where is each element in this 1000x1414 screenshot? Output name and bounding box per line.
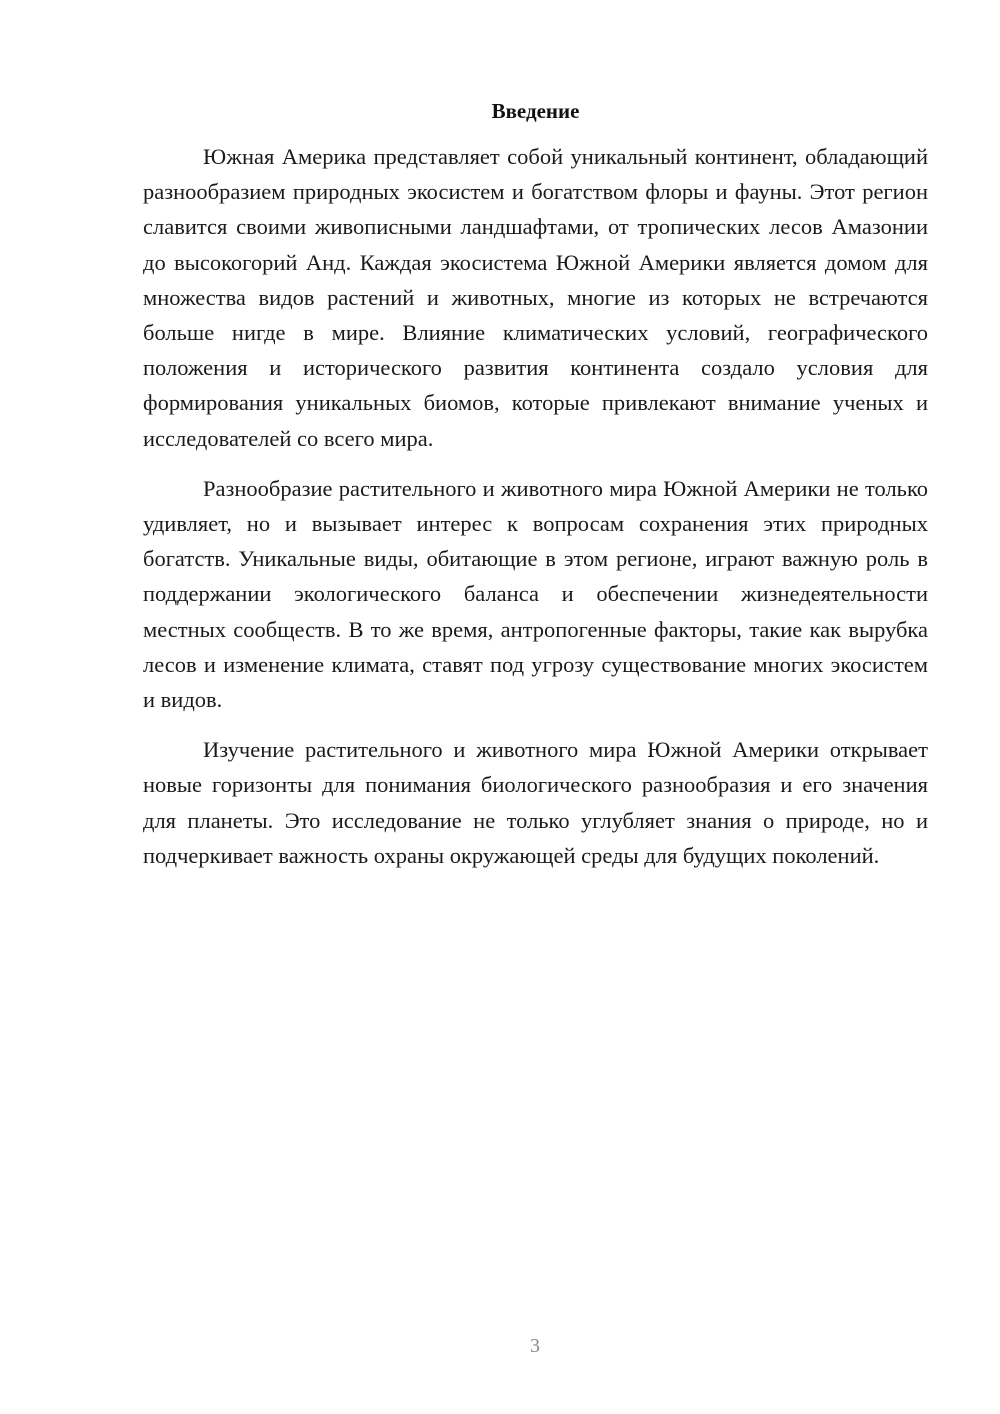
page-number: 3 (530, 1335, 540, 1357)
paragraph-study: Изучение растительного и животного мира Южной Америки открывает новые горизонты для понимания биологического разнообразия и его значения для планеты. Это исследование не только углубляет знания о природе, но и подчеркивает важность охраны окружающей среды для будущих поколений. (143, 737, 928, 868)
page-content (143, 95, 928, 888)
paragraph-intro: Южная Америка представляет собой уникальный континент, обладающий разнообразием природных экосистем и богатством флоры и фауны. Этот регион славится своими живописными ландшафтами, от тропических лесов Амазонии до высокогорий Анд. Каждая экосистема Южной Америки является домом для множества видов растений и животных, многие из которых не встречаются больше нигде в мире. Влияние климатических условий, географического положения и исторического развития континента создало условия для формирования уникальных биомов, которые привлекают внимание ученых и исследователей со всего мира. (143, 144, 928, 451)
section-heading: Введение (491, 99, 580, 123)
paragraph-diversity: Разнообразие растительного и животного мира Южной Америки не только удивляет, но и вызывает интерес к вопросам сохранения этих природных богатств. Уникальные виды, обитающие в этом регионе, играют важную роль в поддержании экологического баланса и обеспечении жизнедеятельности местных сообществ. В то же время, антропогенные факторы, такие как вырубка лесов и изменение климата, ставят под угрозу существование многих экосистем и видов. (143, 475, 928, 713)
